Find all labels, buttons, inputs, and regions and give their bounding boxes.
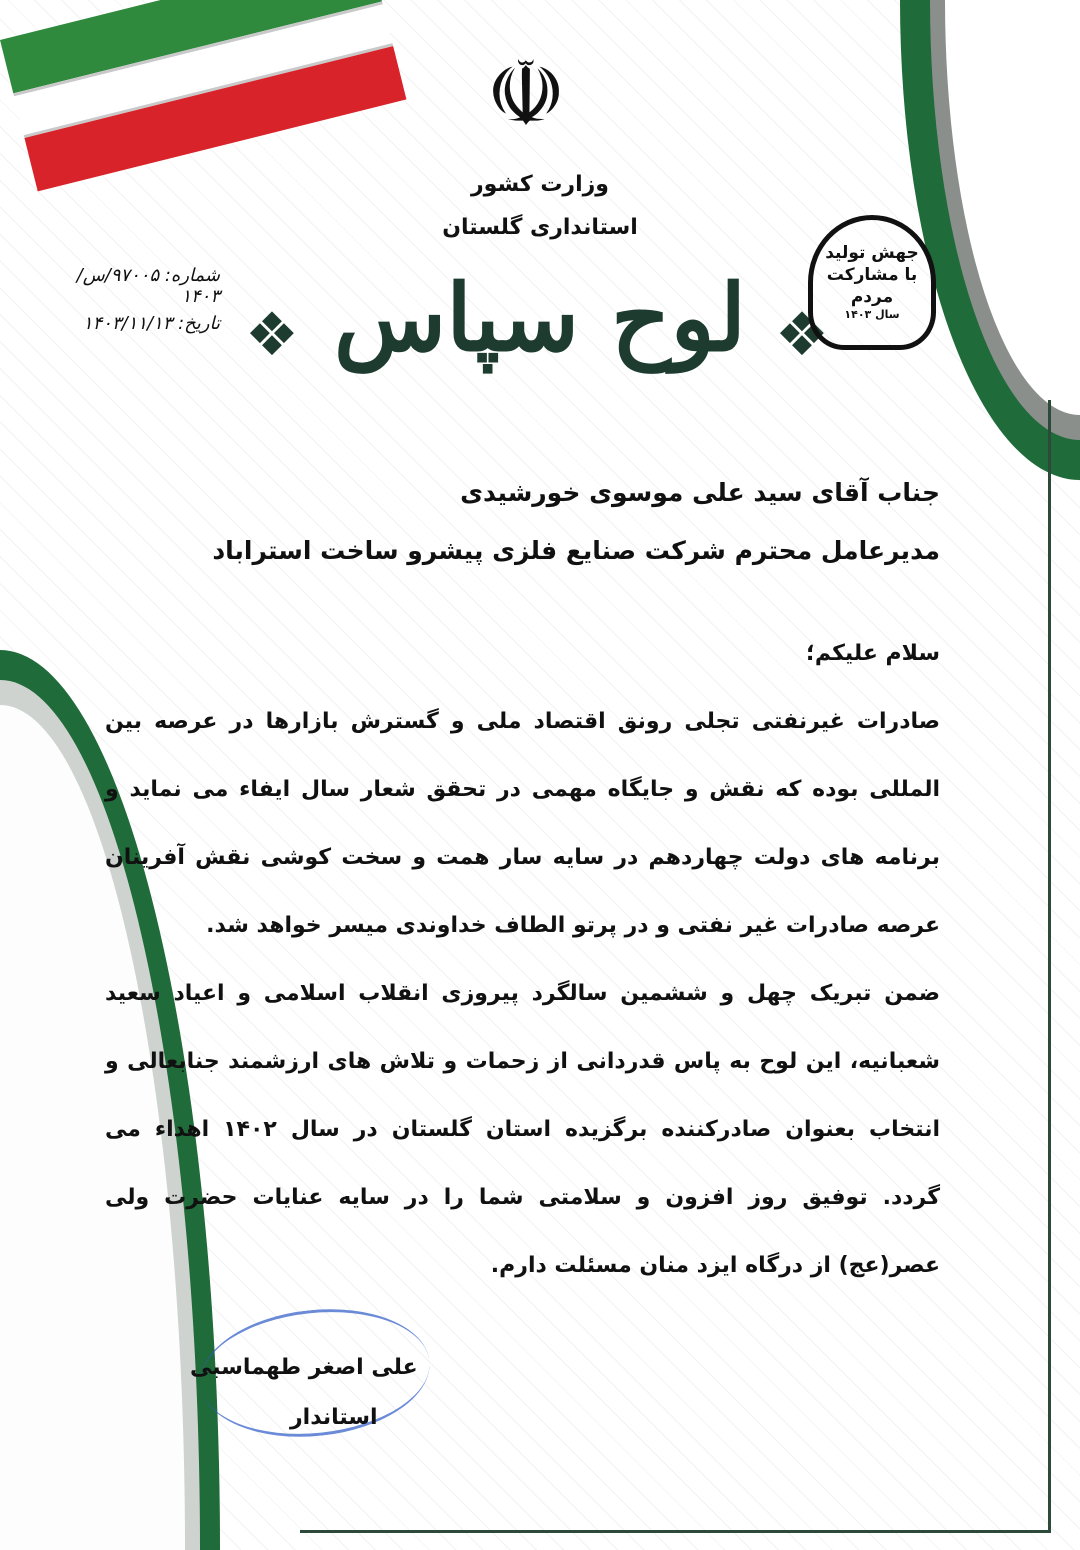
frame-line-right — [1048, 400, 1051, 1532]
addressee-position: مدیرعامل محترم شرکت صنایع فلزی پیشرو ساخت استراباد — [212, 536, 940, 565]
letter-body — [105, 620, 940, 1300]
ministry-name: وزارت کشور — [471, 172, 609, 197]
greeting: سلام علیکم؛ — [806, 641, 940, 666]
seal-text: جهش تولید — [825, 243, 919, 264]
signatory-title: استاندار — [290, 1405, 378, 1430]
frame-line-bottom — [300, 1530, 1051, 1533]
certificate-title: لوح سپاس — [333, 264, 747, 372]
paragraph: صادرات غیرنفتی تجلی رونق اقتصاد ملی و گسترش بازارها در عرصه بین المللی بوده که نقش و جایگاه مهمی در تحقق شعار سال ایفاء می نماید و برنامه های دولت چهاردهم در سایه سار همت و سخت کوشی نقش آفرینان عرصه صادرات غیر نفتی و در پرتو الطاف خداوندی میسر خواهد شد. — [105, 709, 940, 938]
year-slogan-seal — [808, 215, 936, 350]
seal-year: سال ۱۴۰۳ — [844, 308, 900, 322]
governorate-name: استانداری گلستان — [442, 215, 638, 240]
seal-text: با مشارکت مردم — [826, 265, 918, 308]
letter-date: تاریخ: ۱۴۰۳/۱۱/۱۳ — [82, 313, 220, 334]
letter-number: شماره: ۹۷۰۰۵/س/۱۴۰۳ — [76, 265, 220, 307]
ornament-icon: ❖ — [245, 300, 299, 370]
signatory-name: علی اصغر طهماسبی — [190, 1355, 418, 1380]
paragraph: ضمن تبریک چهل و ششمین سالگرد پیروزی انقلاب اسلامی و اعیاد سعید شعبانیه، این لوح به پاس قدردانی از زحمات و تلاش های ارزشمند جنابعالی و انتخاب بعنوان صادرکننده برگزیده استان گلستان در سال ۱۴۰۲ اهداء می گردد. توفیق روز افزون و سلامتی شما را در سایه عنایات حضرت ولی عصر(عج) از درگاه ایزد منان مسئلت دارم. — [105, 981, 941, 1278]
addressee-name: جناب آقای سید علی موسوی خورشیدی — [460, 478, 940, 507]
emblem-icon: ☫ — [485, 42, 567, 147]
ornament-icon: ❖ — [775, 300, 829, 370]
